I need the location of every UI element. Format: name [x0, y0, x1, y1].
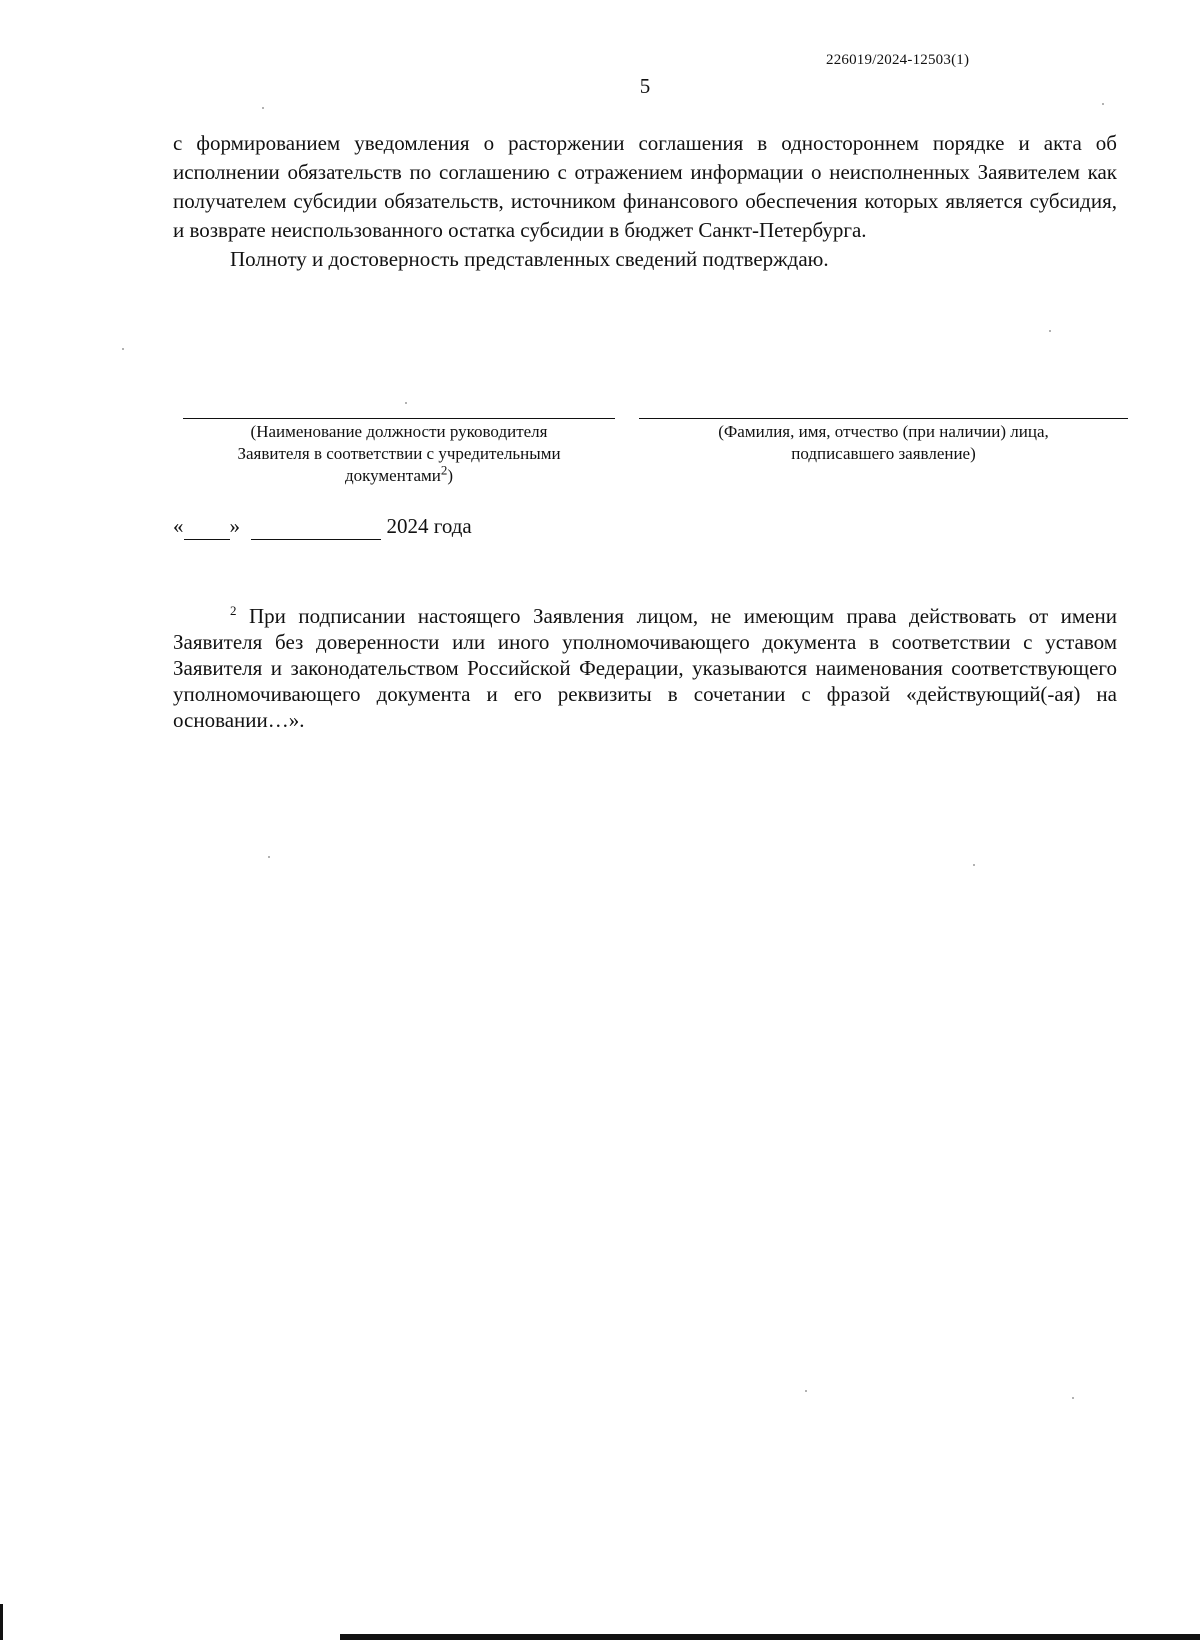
page-number: 5	[639, 74, 651, 98]
scan-speck	[1102, 103, 1104, 105]
day-blank	[184, 514, 230, 540]
position-caption	[183, 421, 615, 487]
position-caption-close: )	[447, 466, 454, 485]
position-caption-line: (Наименование должности руководителя	[250, 422, 548, 441]
document-id: 226019/2024-12503(1)	[826, 52, 970, 68]
position-caption-text: документами	[344, 466, 441, 485]
position-caption-line	[183, 462, 615, 487]
date-open-quote: «	[173, 514, 184, 538]
scan-speck	[1049, 330, 1051, 332]
scan-bottom-bar	[340, 1634, 1200, 1640]
name-caption	[639, 421, 1128, 465]
footnote-reference: 2	[440, 462, 448, 478]
footnote-text: При подписании настоящего Заявления лицом, не имеющим права действовать от имени Заявителя без доверенности или иного уполномочивающего документа в соответствии с уставом Заявителя и законодательством Российской Федерации, указываются наименования соответствующего уполномочивающего документа и его реквизиты в сочетании с фразой «действующий(-ая) на основании…».	[173, 604, 1117, 732]
footnote	[173, 603, 1117, 733]
date-year: 2024 года	[386, 514, 472, 538]
month-blank	[251, 514, 381, 540]
date-field	[173, 514, 472, 540]
scan-edge-mark	[0, 1604, 3, 1640]
scan-speck	[805, 1390, 807, 1392]
name-caption-line: подписавшего заявление)	[791, 444, 976, 463]
scan-speck	[1072, 1397, 1074, 1399]
scan-speck	[973, 864, 975, 866]
name-signature-line	[639, 418, 1128, 419]
body-text	[173, 129, 1117, 274]
scan-speck	[122, 348, 124, 350]
name-caption-line: (Фамилия, имя, отчество (при наличии) лица,	[718, 422, 1049, 441]
footnote-marker: 2	[230, 603, 237, 618]
scan-speck	[268, 856, 270, 858]
scan-speck	[262, 107, 264, 109]
date-close-quote: »	[229, 514, 240, 538]
position-signature-line	[183, 418, 615, 419]
position-caption-line: Заявителя в соответствии с учредительными	[237, 444, 561, 463]
scan-speck	[405, 402, 407, 404]
body-paragraph: с формированием уведомления о расторжении соглашения в одностороннем порядке и акта об исполнении обязательств по соглашению с отражением информации о неисполненных Заявителем как получателем субсидии обязательств, источником финансового обеспечения которых является субсидия, и возврате неиспользованного остатка субсидии в бюджет Санкт-Петербурга.	[173, 131, 1117, 242]
confirmation-paragraph: Полноту и достоверность представленных сведений подтверждаю.	[230, 247, 829, 271]
